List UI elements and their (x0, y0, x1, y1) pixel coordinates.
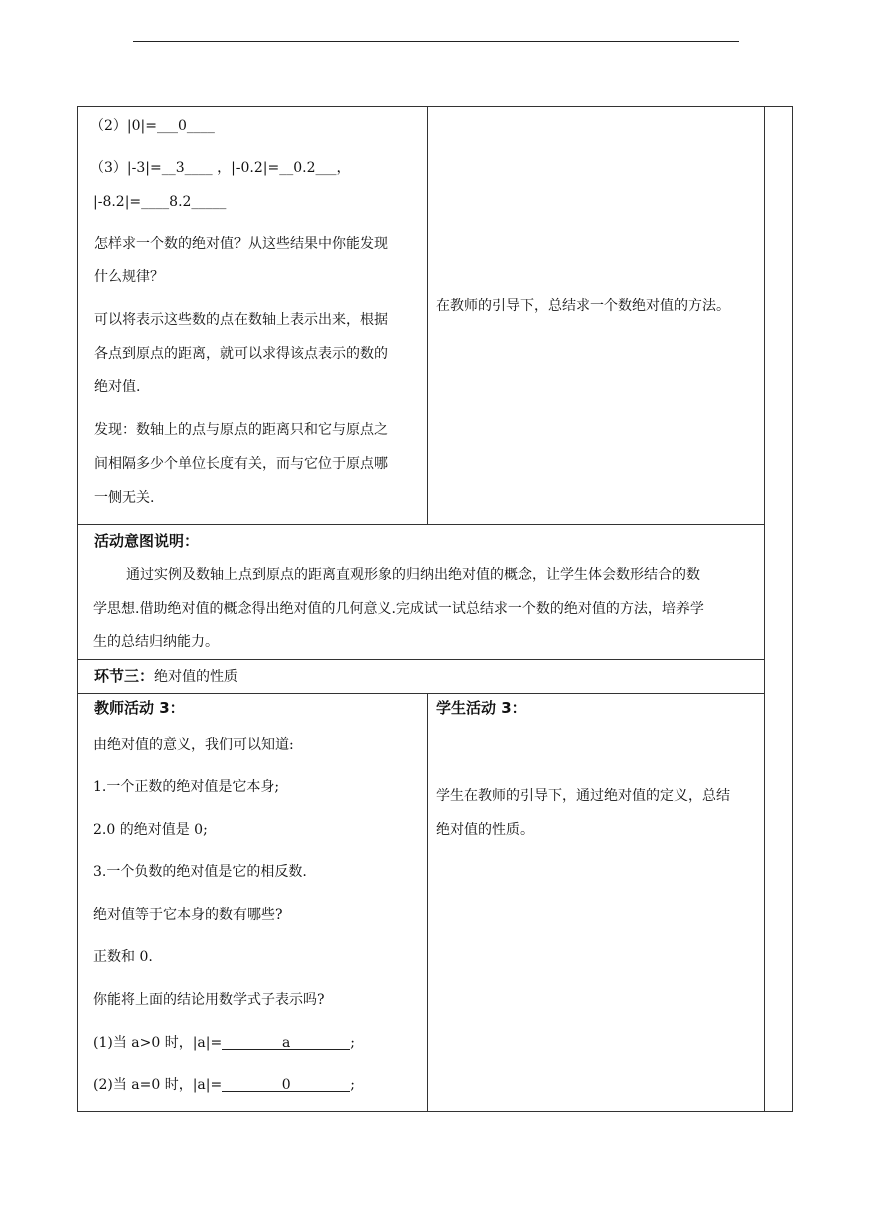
teacher-activity-3-line3: 2.0 的绝对值是 0; (93, 822, 208, 838)
method-line1: 可以将表示这些数的点在数轴上表示出来，根据 (94, 312, 388, 328)
exercise-3-line1: （3）|-3|=__3____ ，|-0.2|=__0.2___， (90, 160, 351, 176)
intent-heading: 活动意图说明： (94, 532, 200, 550)
formula-1-suffix: ; (350, 1035, 355, 1051)
teacher-activity-3-line2: 1.一个正数的绝对值是它本身; (93, 779, 280, 795)
student-activity-3-heading: 学生活动 3： (436, 699, 527, 717)
question-line1: 怎样求一个数的绝对值？从这些结果中你能发现 (94, 236, 388, 252)
method-line3: 绝对值. (94, 379, 141, 395)
formula-1-prefix: (1)当 a>0 时，|a|= (93, 1035, 223, 1051)
discovery-line2: 间相隔多少个单位长度有关，而与它位于原点哪 (94, 456, 388, 472)
formula-1-answer: a (222, 1035, 350, 1050)
formula-2-prefix: (2)当 a=0 时，|a|= (93, 1077, 223, 1093)
intent-line3: 生的总结归纳能力。 (93, 634, 219, 650)
teacher-activity-3-line5: 绝对值等于它本身的数有哪些? (93, 907, 283, 923)
section-3-label: 环节三： (94, 667, 155, 685)
formula-1 (93, 1034, 355, 1052)
page-header-rule (133, 41, 739, 42)
exercise-3-line2: |-8.2|=____8.2_____ (93, 194, 227, 210)
discovery-line1: 发现：数轴上的点与原点的距离只和它与原点之 (94, 422, 388, 438)
row-divider-3 (77, 693, 764, 694)
exercise-2: （2）|0|=___0____ (90, 118, 215, 134)
row-divider-1 (77, 524, 764, 525)
column-divider-top (427, 106, 428, 524)
teacher-activity-3-line7: 你能将上面的结论用数学式子表示吗? (93, 992, 325, 1008)
student-activity-text: 在教师的引导下，总结求一个数绝对值的方法。 (436, 298, 730, 314)
right-margin-column-line (764, 106, 765, 1112)
formula-2-suffix: ; (350, 1077, 355, 1093)
question-line2: 什么规律？ (94, 269, 164, 285)
teacher-activity-3-line1: 由绝对值的意义，我们可以知道: (93, 737, 294, 753)
row-divider-2 (77, 659, 764, 660)
intent-line2: 学思想.借助绝对值的概念得出绝对值的几何意义.完成试一试总结求一个数的绝对值的方法，培养学 (93, 601, 704, 617)
intent-line1: 通过实例及数轴上点到原点的距离直观形象的归纳出绝对值的概念，让学生体会数形结合的数 (126, 567, 700, 583)
student-activity-3-line1: 学生在教师的引导下，通过绝对值的定义，总结 (436, 788, 730, 804)
discovery-line3: 一侧无关. (94, 490, 155, 506)
column-divider-bottom (427, 693, 428, 1112)
teacher-activity-3-line4: 3.一个负数的绝对值是它的相反数. (93, 864, 307, 880)
student-activity-3-line2: 绝对值的性质。 (436, 822, 534, 838)
teacher-activity-3-line6: 正数和 0. (93, 949, 153, 965)
teacher-activity-3-heading: 教师活动 3： (94, 699, 185, 717)
formula-2 (93, 1076, 355, 1094)
section-3-name: 绝对值的性质 (154, 669, 239, 685)
section-3-title (94, 665, 238, 686)
method-line2: 各点到原点的距离，就可以求得该点表示的数的 (94, 346, 388, 362)
formula-2-answer: 0 (222, 1077, 350, 1092)
